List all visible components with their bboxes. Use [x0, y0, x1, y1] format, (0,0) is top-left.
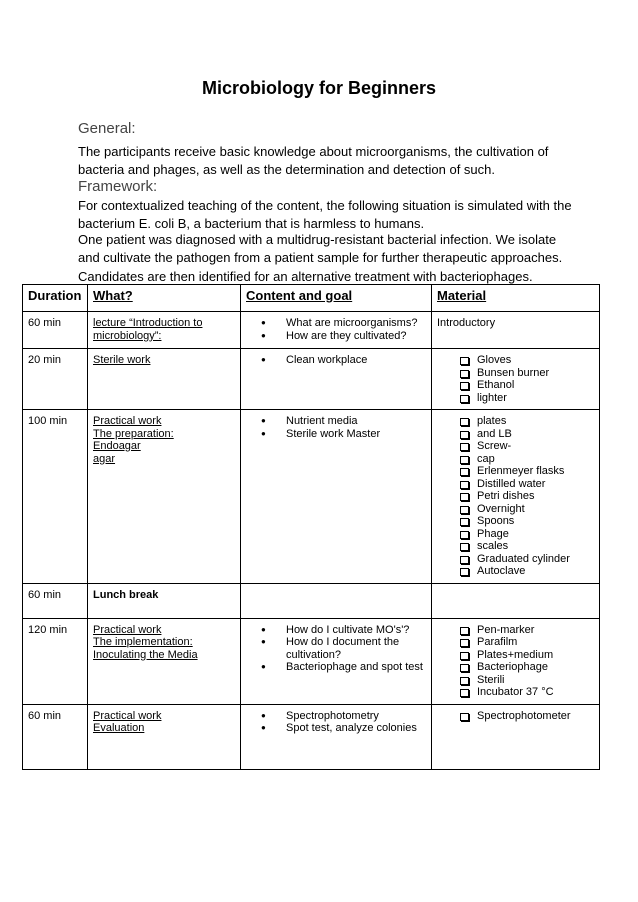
schedule-table	[22, 284, 600, 770]
material-checkbox-item[interactable]: Distilled water	[437, 478, 594, 491]
what-line[interactable]: Practical work	[93, 623, 162, 636]
what-cell	[88, 410, 241, 584]
what-line[interactable]: Practical work	[93, 415, 162, 427]
duration-cell: 60 min	[23, 704, 88, 769]
material-checkbox-item[interactable]: scales	[437, 540, 594, 553]
what-line[interactable]: Endoagar	[93, 440, 141, 452]
material-checkbox-item[interactable]: and LB	[437, 428, 594, 441]
material-cell	[432, 704, 600, 769]
material-cell	[432, 618, 600, 704]
material-checkbox-item[interactable]: Phage	[437, 528, 594, 541]
content-list	[246, 317, 426, 342]
content-cell	[241, 312, 432, 349]
material-checkbox-item[interactable]: Spoons	[437, 515, 594, 528]
content-cell	[241, 618, 432, 704]
framework-text-1: For contextualized teaching of the content, the following situation is simulated with the bacterium E. coli B, a bacterium that is harmless to humans.	[78, 198, 572, 232]
table-row	[23, 618, 600, 704]
material-checkbox-item[interactable]: cap	[437, 453, 594, 466]
what-cell	[88, 583, 241, 618]
material-checkbox-item[interactable]: Petri dishes	[437, 490, 594, 503]
header-duration: Duration	[23, 285, 88, 312]
material-cell	[432, 312, 600, 349]
table-row	[23, 704, 600, 769]
content-list	[246, 415, 426, 440]
content-item: ● Spectrophotometry	[246, 710, 426, 723]
document-title: Microbiology for Beginners	[201, 78, 437, 98]
material-checkbox-item[interactable]: Pen-marker	[437, 624, 594, 637]
header-content-goal: Content and goal	[241, 285, 432, 312]
content-cell	[241, 704, 432, 769]
what-cell	[88, 312, 241, 349]
content-item: ● Spot test, analyze colonies	[246, 722, 426, 735]
header-what: What?	[88, 285, 241, 312]
material-text: Introductory	[437, 317, 496, 329]
material-checkbox-item[interactable]: plates	[437, 415, 594, 428]
table-row	[23, 410, 600, 584]
table-row	[23, 583, 600, 618]
material-checkbox-item[interactable]: Incubator 37 °C	[437, 686, 594, 699]
material-list	[437, 415, 594, 578]
duration-cell: 20 min	[23, 349, 88, 410]
content-item: ● Nutrient media	[246, 415, 426, 428]
material-checkbox-item[interactable]: Bacteriophage	[437, 661, 594, 674]
material-list	[437, 710, 594, 723]
what-cell	[88, 618, 241, 704]
what-line: Lunch break	[93, 588, 159, 601]
duration-cell: 120 min	[23, 618, 88, 704]
header-material: Material	[432, 285, 600, 312]
material-checkbox-item[interactable]: Spectrophotometer	[437, 710, 594, 723]
table-row	[23, 349, 600, 410]
framework-text-2: One patient was diagnosed with a multidrug-resistant bacterial infection. We isolate and cultivate the pathogen from a patient sample for further therapeutic approaches. Candidates are then identified for an alternative treatment with bacteriophages.	[78, 232, 563, 284]
material-list	[437, 624, 594, 699]
what-line[interactable]: Practical work	[93, 709, 162, 722]
general-heading: General:	[78, 120, 136, 137]
material-checkbox-item[interactable]: Bunsen burner	[437, 367, 594, 380]
content-cell	[241, 410, 432, 584]
what-line[interactable]: lecture “Introduction to microbiology”:	[93, 317, 203, 342]
content-item: ● How are they cultivated?	[246, 330, 426, 343]
content-list	[246, 710, 426, 735]
what-line[interactable]: The implementation:	[93, 636, 193, 648]
what-line[interactable]: The preparation:	[93, 427, 174, 440]
what-line[interactable]: Inoculating the Media	[93, 648, 198, 661]
material-cell	[432, 410, 600, 584]
what-cell	[88, 349, 241, 410]
material-cell	[432, 583, 600, 618]
material-checkbox-item[interactable]: Gloves	[437, 354, 594, 367]
material-checkbox-item[interactable]: Parafilm	[437, 636, 594, 649]
content-cell	[241, 349, 432, 410]
content-item: ● How do I cultivate MO's'?	[246, 624, 426, 637]
content-item: ● Sterile work Master	[246, 428, 426, 441]
table-header-row	[23, 285, 600, 312]
content-list	[246, 624, 426, 674]
material-checkbox-item[interactable]: Erlenmeyer flasks	[437, 465, 594, 478]
material-checkbox-item[interactable]: Plates+medium	[437, 649, 594, 662]
material-checkbox-item[interactable]: lighter	[437, 392, 594, 405]
what-cell	[88, 704, 241, 769]
content-item: ● Bacteriophage and spot test	[246, 661, 426, 674]
material-checkbox-item[interactable]: Graduated cylinder	[437, 553, 594, 566]
what-line[interactable]: agar	[93, 452, 116, 465]
content-item: ● How do I document the cultivation?	[246, 636, 426, 661]
framework-heading: Framework:	[78, 178, 158, 195]
material-checkbox-item[interactable]: Overnight	[437, 503, 594, 516]
material-cell	[432, 349, 600, 410]
duration-cell: 60 min	[23, 583, 88, 618]
content-item: ● Clean workplace	[246, 354, 426, 367]
content-item: ● What are microorganisms?	[246, 317, 426, 330]
material-checkbox-item[interactable]: Sterili	[437, 674, 594, 687]
duration-cell: 60 min	[23, 312, 88, 349]
what-line[interactable]: Evaluation	[93, 722, 145, 734]
material-checkbox-item[interactable]: Ethanol	[437, 379, 594, 392]
what-line[interactable]: Sterile work	[93, 354, 151, 366]
material-checkbox-item[interactable]: Autoclave	[437, 565, 594, 578]
content-cell	[241, 583, 432, 618]
material-list	[437, 354, 594, 404]
content-list	[246, 354, 426, 367]
table-row	[23, 312, 600, 349]
general-text: The participants receive basic knowledge about microorganisms, the cultivation of bacteria and phages, as well as the determination and detection of such.	[78, 144, 549, 178]
material-checkbox-item[interactable]: Screw-	[437, 440, 594, 453]
duration-cell: 100 min	[23, 410, 88, 584]
